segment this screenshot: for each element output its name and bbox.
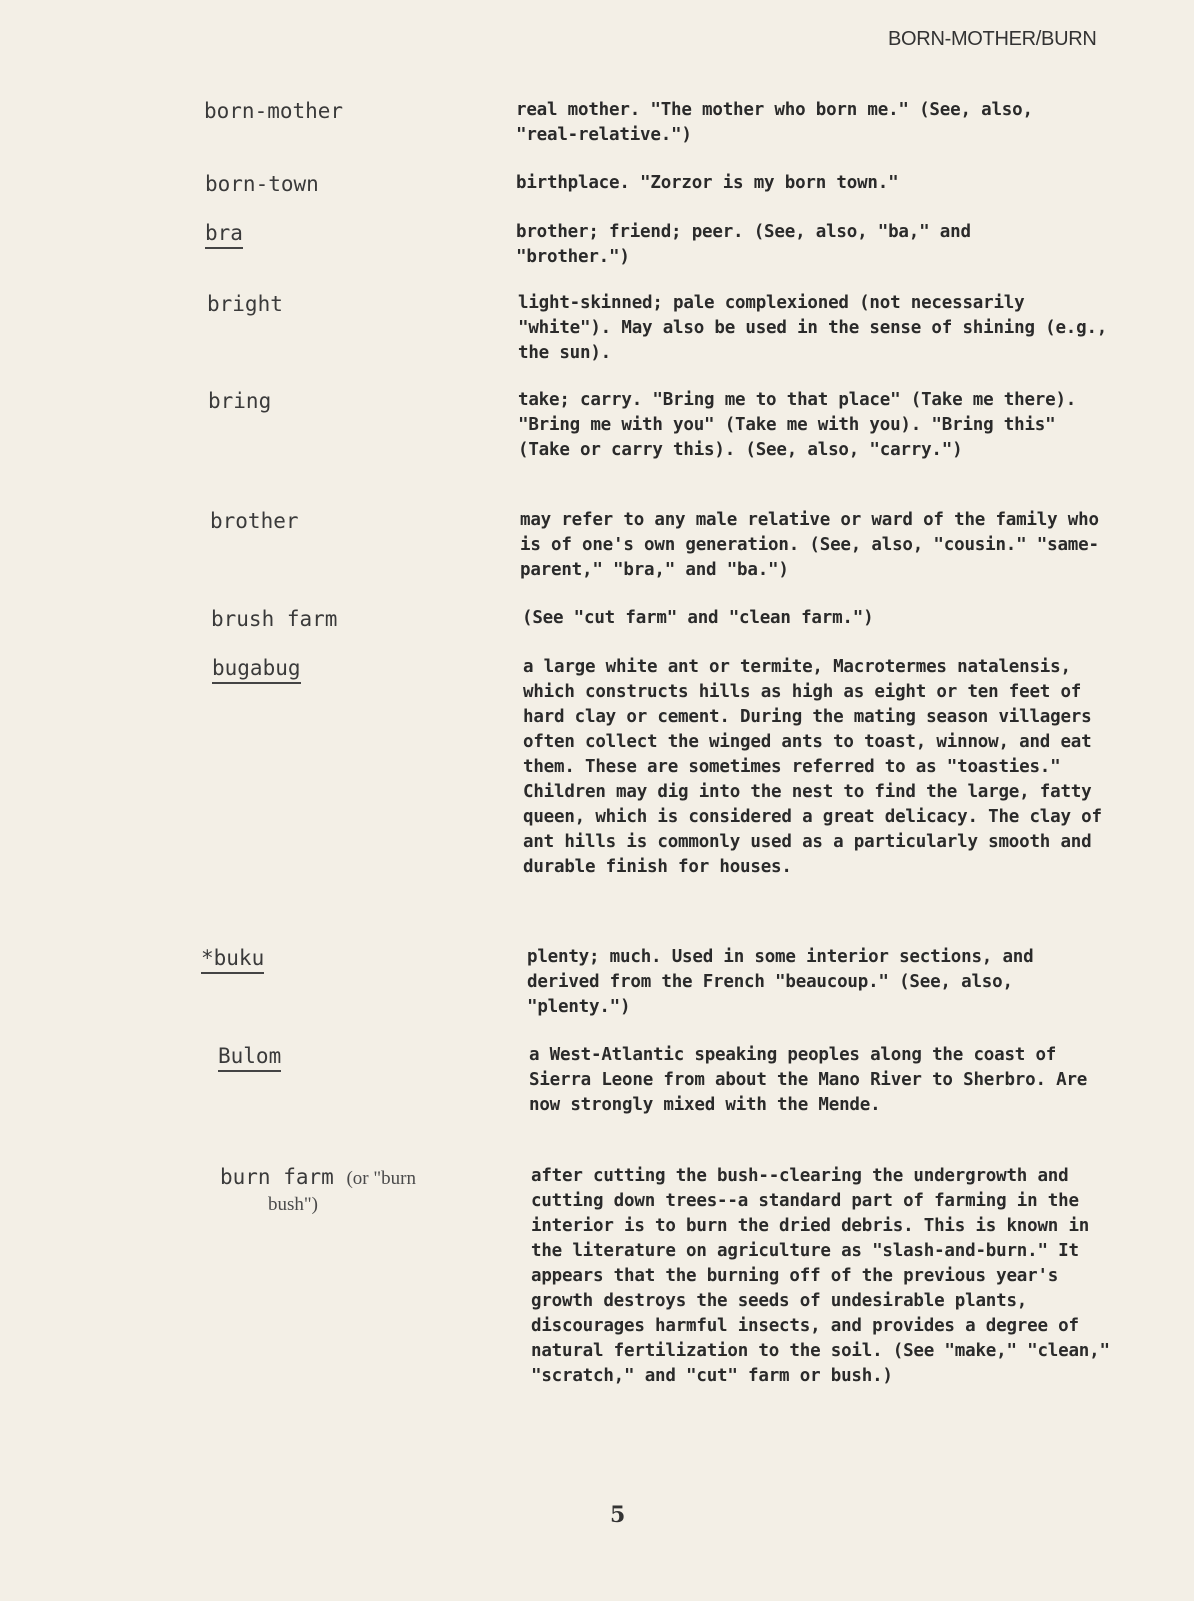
term-text: Bulom xyxy=(218,1044,281,1072)
definition: plenty; much. Used in some interior sections, and derived from the French "beaucoup." (See, also, "plenty.") xyxy=(527,947,1034,1017)
definition: a West-Atlantic speaking peoples along the coast of Sierra Leone from about the Mano River to Sherbro. Are now strongly mixed with the Mende. xyxy=(529,1045,1088,1115)
definition: light-skinned; pale complexioned (not necessarily "white"). May also be used in the sense of shining (e.g., the sun). xyxy=(518,293,1108,363)
page-number: 5 xyxy=(610,1502,626,1528)
term-text: brush farm xyxy=(211,607,338,631)
term xyxy=(218,1043,281,1069)
term-text: born-mother xyxy=(204,99,344,123)
term-text: *buku xyxy=(201,946,264,974)
running-head: BORN-MOTHER/BURN xyxy=(888,28,1097,50)
definition: birthplace. "Zorzor is my born town." xyxy=(516,173,899,193)
term-text: bright xyxy=(207,292,283,316)
term xyxy=(205,220,243,246)
term-text: bra xyxy=(205,221,243,249)
term-text: bugabug xyxy=(212,656,301,684)
definition: may refer to any male relative or ward of the family who is of one's own generation. (See, also, "cousin." "same-parent," "bra," and "ba.") xyxy=(520,510,1099,580)
definition: real mother. "The mother who born me." (See, also, "real-relative.") xyxy=(516,100,1033,145)
term-note-continued: bush") xyxy=(268,1194,318,1215)
term xyxy=(212,655,301,681)
definition: a large white ant or termite, Macrotermes natalensis, which constructs hills as high as eight or ten feet of hard clay or cement. During the mating season villagers often collect the winged ants to toast, winnow, and eat them. These are sometimes referred to as "toasties." Children may dig into the nest to find the large, fatty queen, which is considered a great delicacy. The clay of ant hills is commonly used as a particularly smooth and durable finish for houses. xyxy=(523,657,1102,877)
definition: (See "cut farm" and "clean farm.") xyxy=(522,608,874,628)
definition: take; carry. "Bring me to that place" (Take me there). "Bring me with you" (Take me with you). "Bring this" (Take or carry this). (See, also, "carry.") xyxy=(518,390,1077,460)
term-text: born-town xyxy=(205,172,319,196)
definition: brother; friend; peer. (See, also, "ba," and "brother.") xyxy=(516,222,971,267)
term-text: bring xyxy=(208,389,272,413)
term xyxy=(201,945,264,971)
term-note: (or "burn xyxy=(346,1168,416,1189)
definition: after cutting the bush--clearing the undergrowth and cutting down trees--a standard part of farming in the interior is to burn the dried debris. This is known in the literature on agriculture as "slash-and-burn." It appears that the burning off of the previous year's growth destroys the seeds of undesirable plants, discourages harmful insects, and provides a degree of natural fertilization to the soil. (See "make," "clean," "scratch," and "cut" farm or bush.) xyxy=(531,1166,1110,1386)
term xyxy=(211,606,337,632)
term xyxy=(204,98,343,124)
term xyxy=(220,1164,416,1218)
term-text: burn farm xyxy=(220,1165,334,1189)
term-text: brother xyxy=(210,509,299,533)
term xyxy=(207,291,283,317)
term xyxy=(210,508,299,534)
term xyxy=(205,171,319,197)
term xyxy=(208,388,271,414)
